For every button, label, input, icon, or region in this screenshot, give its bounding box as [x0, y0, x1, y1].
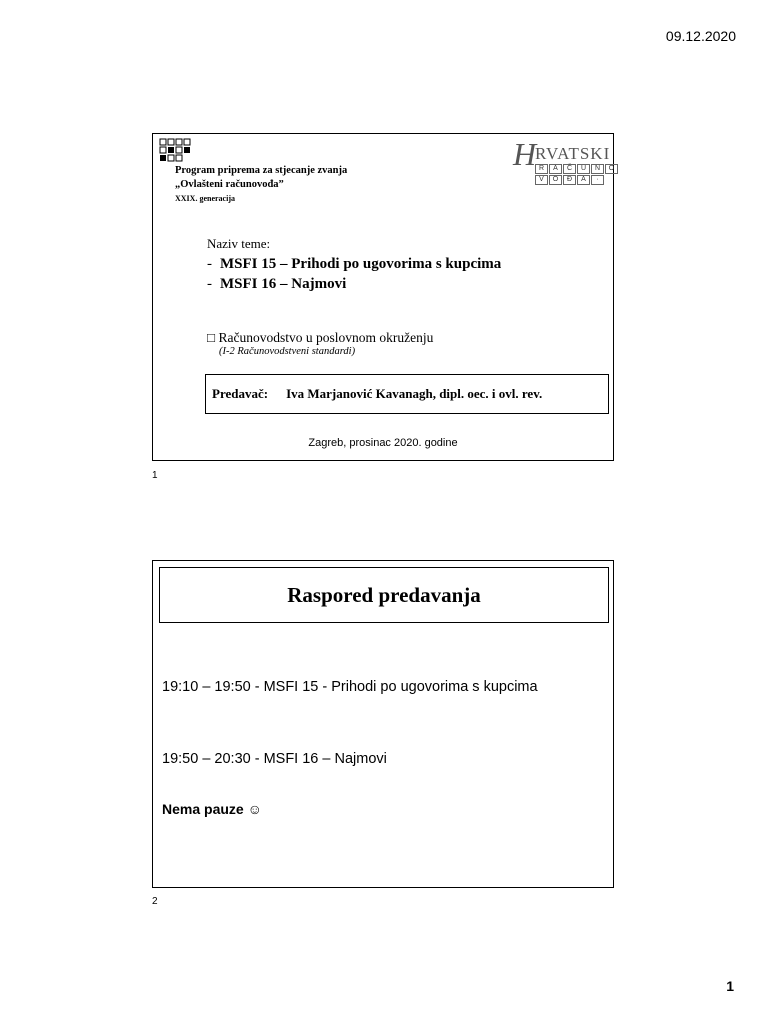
schedule-note: Nema pauze ☺: [162, 801, 262, 817]
subject-block: [207, 330, 433, 357]
slide-title: Raspored predavanja: [159, 567, 609, 623]
logo-letter: A: [577, 175, 590, 185]
lecturer-box: [205, 374, 609, 414]
logo-word: RVATSKI: [535, 144, 611, 163]
checkerboard-logo-icon: [159, 138, 193, 164]
program-line: Program priprema za stjecanje zvanja: [175, 165, 348, 176]
topic-text: MSFI 15 – Prihodi po ugovorima s kupcima: [220, 256, 502, 272]
logo-letter: R: [535, 164, 548, 174]
topic-item: [207, 274, 501, 294]
logo-letter: A: [549, 164, 562, 174]
logo-letter: U: [577, 164, 590, 174]
slide-1: [152, 133, 614, 461]
subject-title: □ Računovodstvo u poslovnom okruženju: [207, 330, 434, 345]
logo-letter: V: [535, 175, 548, 185]
topic-text: MSFI 16 – Najmovi: [220, 276, 347, 292]
lecturer-name: Iva Marjanović Kavanagh, dipl. oec. i ovl. rev.: [286, 386, 543, 401]
logo-row-1: [535, 164, 618, 174]
subject-subtitle: (I-2 Računovodstveni standardi): [219, 346, 356, 357]
topic-block: [207, 236, 501, 294]
page-number: 1: [726, 978, 734, 994]
logo-letter: O: [605, 164, 618, 174]
logo-initial: H: [513, 136, 537, 172]
slide-number: 2: [152, 896, 158, 907]
schedule-line: 19:50 – 20:30 - MSFI 16 – Najmovi: [162, 751, 387, 767]
program-block: [175, 164, 347, 206]
logo-letter: O: [549, 175, 562, 185]
topic-item: [207, 254, 501, 274]
program-line: „Ovlašteni računovođa”: [175, 179, 284, 190]
lecturer-label: Predavač:: [212, 386, 269, 401]
schedule-line: 19:10 – 19:50 - MSFI 15 - Prihodi po ugovorima s kupcima: [162, 679, 538, 695]
logo-letter: ·: [591, 175, 604, 185]
slide-2: [152, 560, 614, 888]
logo-letter: Đ: [563, 175, 576, 185]
program-line: XXIX. generacija: [175, 194, 235, 203]
topic-dash: -: [207, 276, 212, 292]
hrvatski-racunovoda-logo: [511, 136, 615, 184]
header-date: 09.12.2020: [665, 28, 736, 44]
topic-dash: -: [207, 256, 212, 272]
logo-row-2: [535, 175, 604, 185]
slide-footer: Zagreb, prosinac 2020. godine: [308, 437, 458, 449]
logo-letter: Č: [563, 164, 576, 174]
slide-number: 1: [152, 470, 158, 481]
logo-letter: N: [591, 164, 604, 174]
topic-label: Naziv teme:: [207, 236, 271, 251]
